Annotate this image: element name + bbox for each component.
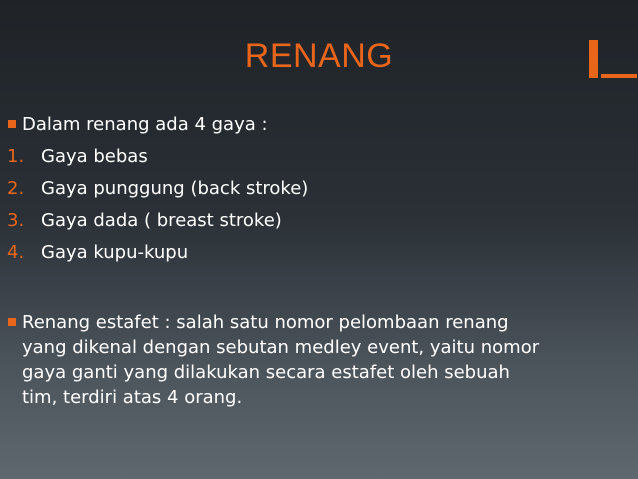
list-number: 1. (7, 146, 25, 167)
paragraph-line-2: yang dikenal dengan sebutan medley event, yaitu nomor (22, 337, 540, 358)
list-number: 4. (7, 242, 25, 263)
paragraph-line-3: gaya ganti yang dilakukan secara estafet oleh sebuah (22, 362, 510, 383)
list-text: Gaya bebas (41, 146, 148, 167)
intro-bullet (8, 113, 268, 137)
list-item (7, 145, 148, 169)
paragraph-text: Renang estafet : salah satu nomor pelombaan renang (22, 312, 509, 333)
square-bullet-icon (8, 120, 16, 128)
list-item (7, 177, 308, 201)
list-item (7, 241, 188, 265)
list-text: Gaya punggung (back stroke) (41, 178, 309, 199)
accent-line-icon (601, 74, 637, 78)
accent-bar-icon (589, 40, 598, 78)
intro-text: Dalam renang ada 4 gaya : (22, 114, 268, 135)
slide-title: RENANG (244, 37, 394, 75)
paragraph-line-1 (8, 311, 509, 335)
list-text: Gaya kupu-kupu (41, 242, 189, 263)
list-item (7, 209, 282, 233)
square-bullet-icon (8, 318, 16, 326)
list-number: 2. (7, 178, 25, 199)
list-text: Gaya dada ( breast stroke) (41, 210, 282, 231)
paragraph-line-4: tim, terdiri atas 4 orang. (22, 387, 243, 408)
list-number: 3. (7, 210, 25, 231)
